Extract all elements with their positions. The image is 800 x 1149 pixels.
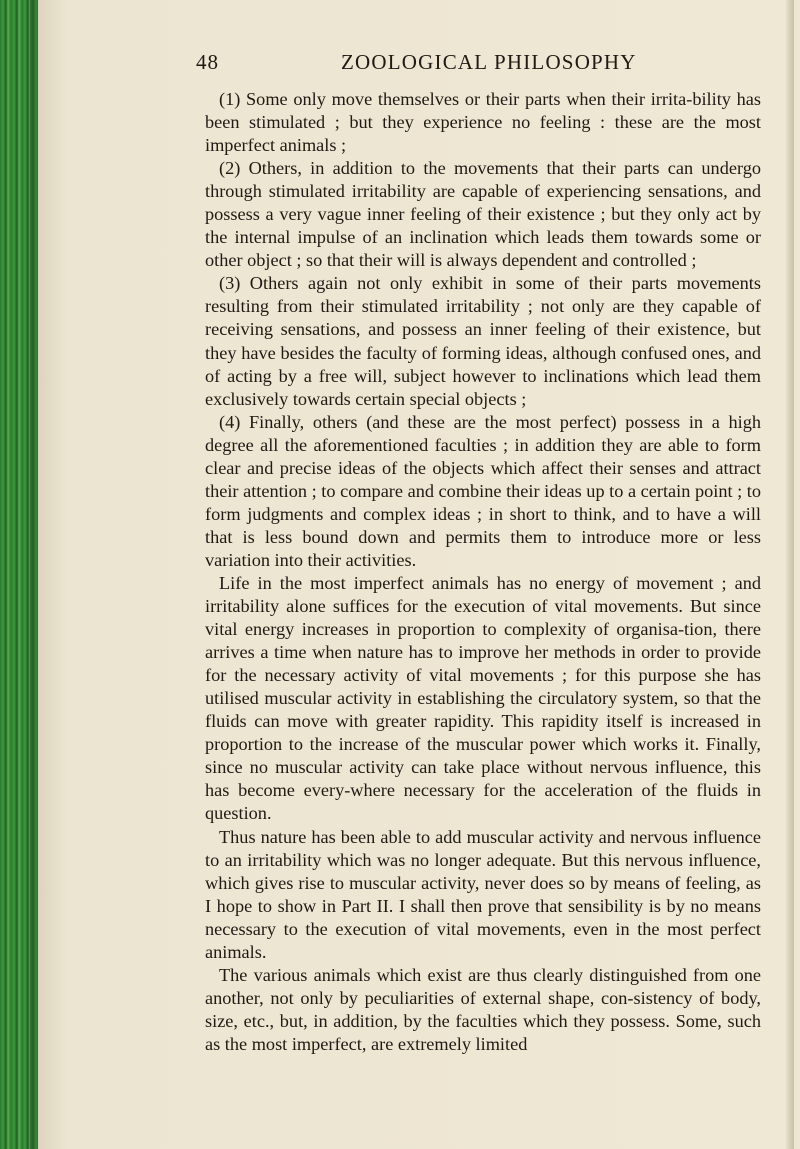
page-header bbox=[196, 50, 756, 80]
body-text bbox=[205, 88, 761, 1056]
running-title: ZOOLOGICAL PHILOSOPHY bbox=[341, 50, 637, 74]
page-number: 48 bbox=[196, 50, 219, 74]
paragraph-2: (2) Others, in addition to the movements that their parts can undergo through stimulated irritability are capable of experiencing sensations, and possess a very vague inner feeling of their existence ; but they only act by the internal impulse of an inclination which leads them towards some or other object ; so that their will is always dependent and controlled ; bbox=[205, 158, 761, 271]
paragraph-4: (4) Finally, others (and these are the most perfect) possess in a high degree all the aforementioned faculties ; in addition they are able to form clear and precise ideas of the objects which affect their senses and attract their attention ; to compare and combine their ideas up to a certain point ; to form judgments and complex ideas ; in short to think, and to have a will that is less bound down and permits them to introduce more or less variation into their activities. bbox=[205, 411, 761, 570]
paragraph-6: Thus nature has been able to add muscular activity and nervous influence to an irritability which was no longer adequate. But this nervous influence, which gives rise to muscular activity, never does so by means of feeling, as I hope to show in Part II. I shall then prove that sensibility is by no means necessary to the execution of vital movements, even in the most perfect animals. bbox=[205, 826, 761, 962]
paragraph-1: (1) Some only move themselves or their parts when their irrita-bility has been stimulated ; but they experience no feeling : these are the most imperfect animals ; bbox=[205, 89, 761, 156]
book-binding bbox=[0, 0, 38, 1149]
paragraph-7: The various animals which exist are thus clearly distinguished from one another, not only by peculiarities of external shape, con-sistency of body, size, etc., but, in addition, by the faculties which they possess. Some, such as the most imperfect, are extremely limited bbox=[205, 964, 761, 1054]
page-edge bbox=[786, 0, 794, 1149]
paragraph-5: Life in the most imperfect animals has no energy of movement ; and irritability alone suffices for the execution of vital movements. But since vital energy increases in proportion to complexity of organisa-tion, there arrives a time when nature has to improve her methods in order to provide for the necessary activity of vital movements ; for this purpose she has utilised muscular activity in establishing the circulatory system, so that the fluids can move with greater rapidity. This rapidity itself is increased in proportion to the increase of the muscular power which works it. Finally, since no muscular activity can take place without nervous influence, this has become every-where necessary for the acceleration of the fluids in question. bbox=[205, 572, 761, 824]
paragraph-3: (3) Others again not only exhibit in some of their parts movements resulting from their stimulated irritability ; not only are they capable of receiving sensations, and possess an inner feeling of their existence, but they have besides the faculty of forming ideas, although confused ones, and of acting by a free will, subject however to inclinations which lead them exclusively towards certain special objects ; bbox=[205, 273, 761, 409]
